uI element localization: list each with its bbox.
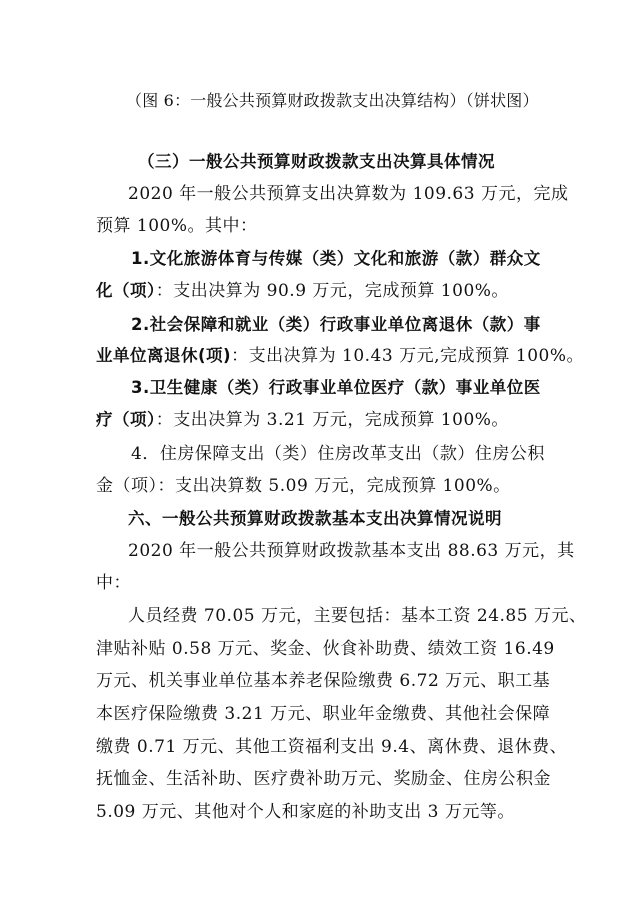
item-4-detail: 金（项）：支出决算数 5.09 万元，完成预算 100%。 <box>96 476 511 496</box>
item-2-continuation <box>96 345 584 367</box>
item-3-bold-part: 疗（项） <box>96 410 156 429</box>
personnel-line-2: 津贴补贴 0.58 万元、奖金、伙食补助费、绩效工资 16.49 <box>96 639 555 659</box>
section-heading-6: 六、一般公共预算财政拨款基本支出决算情况说明 <box>128 509 502 528</box>
item-1-bold-part: 化（项） <box>96 281 156 300</box>
item-3-heading: 3.卫生健康（类）行政事业单位医疗（款）事业单位医 <box>131 378 541 397</box>
item-1-detail: ：支出决算为 90.9 万元，完成预算 100%。 <box>155 281 509 301</box>
item-4-heading: 4．住房保障支出（类）住房改革支出（款）住房公积 <box>131 444 545 464</box>
personnel-line-7: 5.09 万元、其他对个人和家庭的补助支出 3 万元等。 <box>96 802 515 822</box>
personnel-line-3: 万元、机关事业单位基本养老保险缴费 6.72 万元、职工基 <box>96 671 551 691</box>
personnel-line-1: 人员经费 70.05 万元，主要包括：基本工资 24.85 万元、 <box>128 606 587 626</box>
basic-intro-line-1: 2020 年一般公共预算财政拨款基本支出 88.63 万元，其 <box>128 541 575 561</box>
personnel-line-5: 缴费 0.71 万元、其他工资福利支出 9.4、离休费、退休费、 <box>96 737 568 757</box>
section-heading-3: （三）一般公共预算财政拨款支出决算具体情况 <box>138 152 495 171</box>
basic-intro-line-2: 中： <box>96 573 131 593</box>
personnel-line-4: 本医疗保险缴费 3.21 万元、职业年金缴费、其他社会保障 <box>96 704 551 724</box>
figure-caption: （图 6：一般公共预算财政拨款支出决算结构）（饼状图） <box>126 91 539 110</box>
intro-line-2: 预算 100%。其中： <box>96 216 258 236</box>
item-4-continuation <box>96 475 511 497</box>
item-3-detail: ：支出决算为 3.21 万元，完成预算 100%。 <box>155 410 509 430</box>
item-3-continuation <box>96 409 509 431</box>
item-1-continuation <box>96 280 509 302</box>
intro-line-1: 2020 年一般公共预算支出决算数为 109.63 万元，完成 <box>128 184 569 204</box>
item-2-heading: 2.社会保障和就业（类）行政事业单位离退休（款）事 <box>131 315 541 334</box>
item-2-bold-part: 业单位离退休(项) <box>96 346 232 365</box>
item-1-heading: 1.文化旅游体育与传媒（类）文化和旅游（款）群众文 <box>131 249 541 268</box>
item-2-detail: ：支出决算为 10.43 万元,完成预算 100%。 <box>231 346 584 366</box>
personnel-line-6: 抚恤金、生活补助、医疗费补助万元、奖励金、住房公积金 <box>96 769 551 789</box>
